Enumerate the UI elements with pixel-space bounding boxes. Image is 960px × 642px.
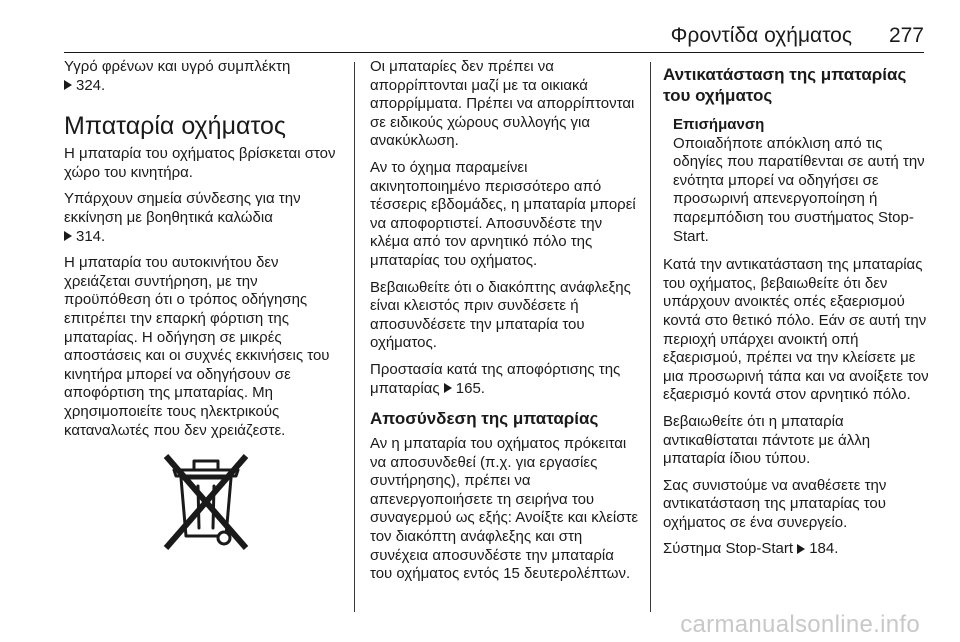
arrow-right-icon (797, 544, 805, 554)
cross-reference-link[interactable]: 184. (797, 540, 838, 557)
section-heading-disconnect: Αποσύνδεση της μπαταρίας (370, 409, 599, 429)
column-divider (354, 62, 355, 612)
header-rule (64, 52, 924, 53)
arrow-right-icon (64, 80, 72, 90)
paragraph-ignition-off: Βεβαιωθείτε ότι ο διακόπτης ανάφλεξης είναι κλειστός πριν συνδέσετε ή αποσυνδέσετε την μπαταρία του οχήματος. (370, 278, 631, 352)
notice-text: Οποιαδήποτε απόκλιση από τις οδηγίες που παρατίθενται σε αυτή την ενότητα μπορεί να οδηγήσει σε προσωρινή απενεργοποίηση ή παρεμπόδιση του συστήματος Stop-Start. (673, 134, 925, 245)
page-header (0, 22, 960, 50)
column-2 (370, 58, 640, 592)
column-1 (64, 58, 344, 558)
header-title: Φροντίδα οχήματος (670, 24, 852, 47)
cross-reference-link[interactable]: 314. (64, 228, 105, 245)
paragraph-same-type: Βεβαιωθείτε ότι η μπαταρία αντικαθίσταται πάντοτε με άλλη μπαταρία ίδιου τύπου. (663, 412, 871, 468)
paragraph-jump-start: Υπάρχουν σημεία σύνδεσης για την εκκίνηση με βοηθητικά καλώδια 314. (64, 190, 301, 245)
cross-reference-link[interactable]: 324. (64, 77, 105, 94)
paragraph-discharge-protection: Προστασία κατά της αποφόρτισης της μπαταρίας 165. (370, 360, 621, 397)
crossed-out-wheelie-bin-icon (156, 448, 256, 558)
notice-title: Επισήμανση (673, 116, 765, 133)
paragraph-vent-holes: Κατά την αντικατάσταση της μπαταρίας του οχήματος, βεβαιωθείτε ότι δεν υπάρχουν ανοικτές οπές εξαερισμού κοντά στο θετικό πόλο. Εάν σε αυτή την περιοχή υπάρχει ανοικτή οπή εξαερισμού, πρέπει να την κλείσετε με μια προσωρινή τάπα και να ανοίξετε τον εξαερισμό κοντά στον αρνητικό πόλο. (663, 256, 929, 404)
section-heading-replacement: Αντικατάσταση της μπαταρίας του οχήματος (663, 65, 907, 105)
paragraph-disconnect-procedure: Αν η μπαταρία του οχήματος πρόκειται να αποσυνδεθεί (π.χ. για εργασίες συντήρησης), πρέπει να απενεργοποιήσετε τη σειρήνα του συναγερμού ως εξής: Ανοίξτε και κλείστε τον διακόπτη ανάφλεξης και στη συνέχεια αποσυνδέστε την μπαταρία του οχήματος εντός 15 δευτερολέπτων. (370, 435, 639, 583)
intro-paragraph (64, 58, 344, 95)
cross-reference-link[interactable]: 165. (444, 380, 485, 397)
paragraph-workshop: Σας συνιστούμε να αναθέσετε την αντικατάσταση της μπαταρίας του οχήματος σε ένα συνεργείο. (663, 476, 887, 531)
page-number: 277 (888, 24, 924, 47)
intro-text: Υγρό φρένων και υγρό συμπλέκτη (64, 58, 291, 75)
paragraph-battery-location: Η μπαταρία του οχήματος βρίσκεται στον χώρο του κινητήρα. (64, 145, 336, 181)
arrow-right-icon (444, 383, 452, 393)
section-heading-battery: Μπαταρία οχήματος (64, 112, 286, 141)
paragraph-stop-start: Σύστημα Stop-Start 184. (663, 540, 839, 558)
arrow-right-icon (64, 231, 72, 241)
paragraph-disposal: Οι μπαταρίες δεν πρέπει να απορρίπτονται μαζί με τα οικιακά απορρίμματα. Πρέπει να απορρίπτονται σε ειδικούς χώρους συλλογής για ανακύκλωση. (370, 58, 635, 150)
watermark: carmanualsonline.info (680, 611, 920, 638)
column-divider (650, 62, 651, 612)
paragraph-long-standstill: Αν το όχημα παραμείνει ακινητοποιημένο περισσότερο από τέσσερις εβδομάδες, η μπαταρία μπορεί να αποφορτιστεί. Αποσυνδέστε την κλέμα από τον αρνητικό πόλο της μπαταρίας του οχήματος. (370, 158, 636, 269)
notice-box (663, 116, 931, 246)
column-3 (663, 58, 931, 567)
paragraph-maintenance: Η μπαταρία του αυτοκινήτου δεν χρειάζεται συντήρηση, με την προϋπόθεση ότι ο τρόπος οδήγησης επιτρέπει την επαρκή φόρτιση της μπαταρίας. Η οδήγηση σε μικρές αποστάσεις και οι συχνές εκκινήσεις του κινητήρα μπορεί να οδηγήσουν σε αποφόρτιση της μπαταρίας. Μη χρησιμοποιείτε τους ηλεκτρικούς καταναλωτές που δεν χρειάζεστε. (64, 254, 330, 439)
